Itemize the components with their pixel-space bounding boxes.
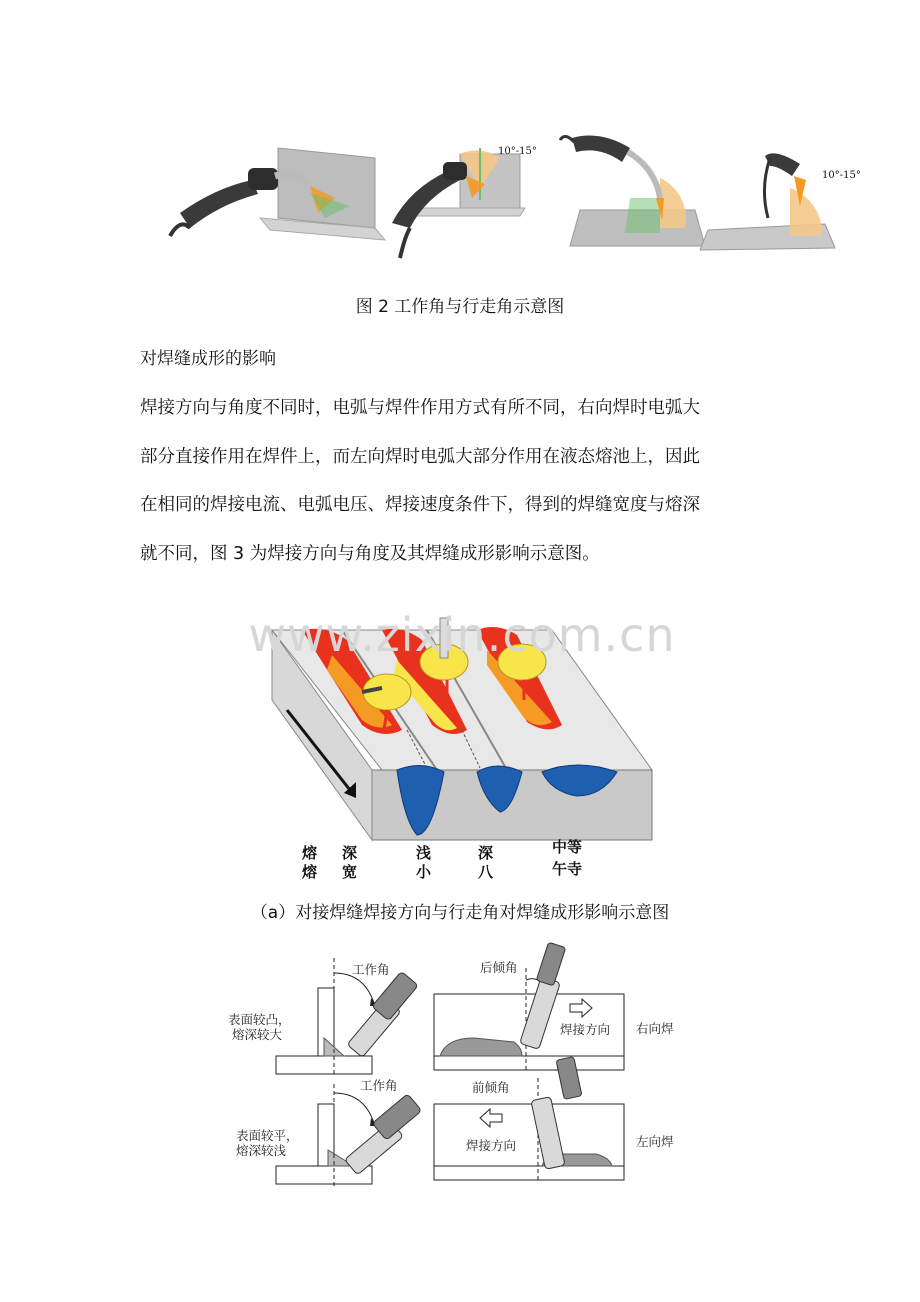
torch-panel-2 [392,146,537,258]
right-weld-panel [434,942,674,1070]
torch-panel-1 [170,148,385,240]
figure2-illustration [160,118,880,278]
label-wusi: 午寺 [552,860,583,878]
figure2-caption: 图 2 工作角与行走角示意图 [355,297,565,317]
watermark: www.zixin.com.cn [248,608,676,662]
left-weld-panel [434,1057,674,1180]
label-zhongdeng: 中等 [552,838,583,856]
right-weld-label: 右向焊 [636,1021,674,1036]
label-kuan: 宽 [342,863,358,881]
label-qian: 浅 [416,844,432,862]
torch-panel-4 [700,153,861,250]
paragraph-line: 部分直接作用在焊件上，而左向焊时电弧大部分作用在液态熔池上，因此 [140,446,700,467]
front-angle-label: 前倾角 [472,1080,510,1095]
direction-label-top: 焊接方向 [560,1022,611,1037]
label-rong-2: 熔 [302,863,318,881]
label-shen: 深 [342,844,358,862]
fillet-top [228,958,418,1076]
paragraph-line: 在相同的焊接电流、电弧电压、焊接速度条件下，得到的焊缝宽度与熔深 [140,495,700,515]
work-angle-label-top: 工作角 [352,962,390,977]
fillet-bottom [236,1078,422,1188]
direction-label-bottom: 焊接方向 [466,1138,517,1153]
figure3a-caption: （a）对接焊缝焊接方向与行走角对焊缝成形影响示意图 [250,903,670,923]
note-top-line1: 表面较凸， [228,1012,291,1027]
paragraph-line: 焊接方向与角度不同时，电弧与焊件作用方式有所不同，右向焊时电弧大 [140,398,700,418]
label-ba: 八 [478,863,494,881]
section-heading: 对焊缝成形的影响 [140,349,276,369]
label-shen-2: 深 [478,844,494,862]
back-angle-label: 后倾角 [480,960,518,975]
note-top-line2: 熔深较大 [232,1027,283,1042]
torch-panel-3 [560,136,705,246]
paragraph-line: 就不同，图 3 为焊接方向与角度及其焊缝成形影响示意图。 [140,543,600,564]
figure3b-diagram [224,938,694,1200]
note-bottom-line2: 熔深较浅 [236,1143,287,1158]
angle-label-1: 10°-15° [498,146,537,157]
label-xiao: 小 [416,863,432,881]
left-weld-label: 左向焊 [636,1134,674,1149]
section-paragraph [140,384,785,578]
work-angle-label-bottom: 工作角 [360,1078,398,1093]
angle-label-2: 10°-15° [822,170,861,181]
label-rong-1: 熔 [302,844,318,862]
note-bottom-line1: 表面较平， [236,1128,299,1143]
